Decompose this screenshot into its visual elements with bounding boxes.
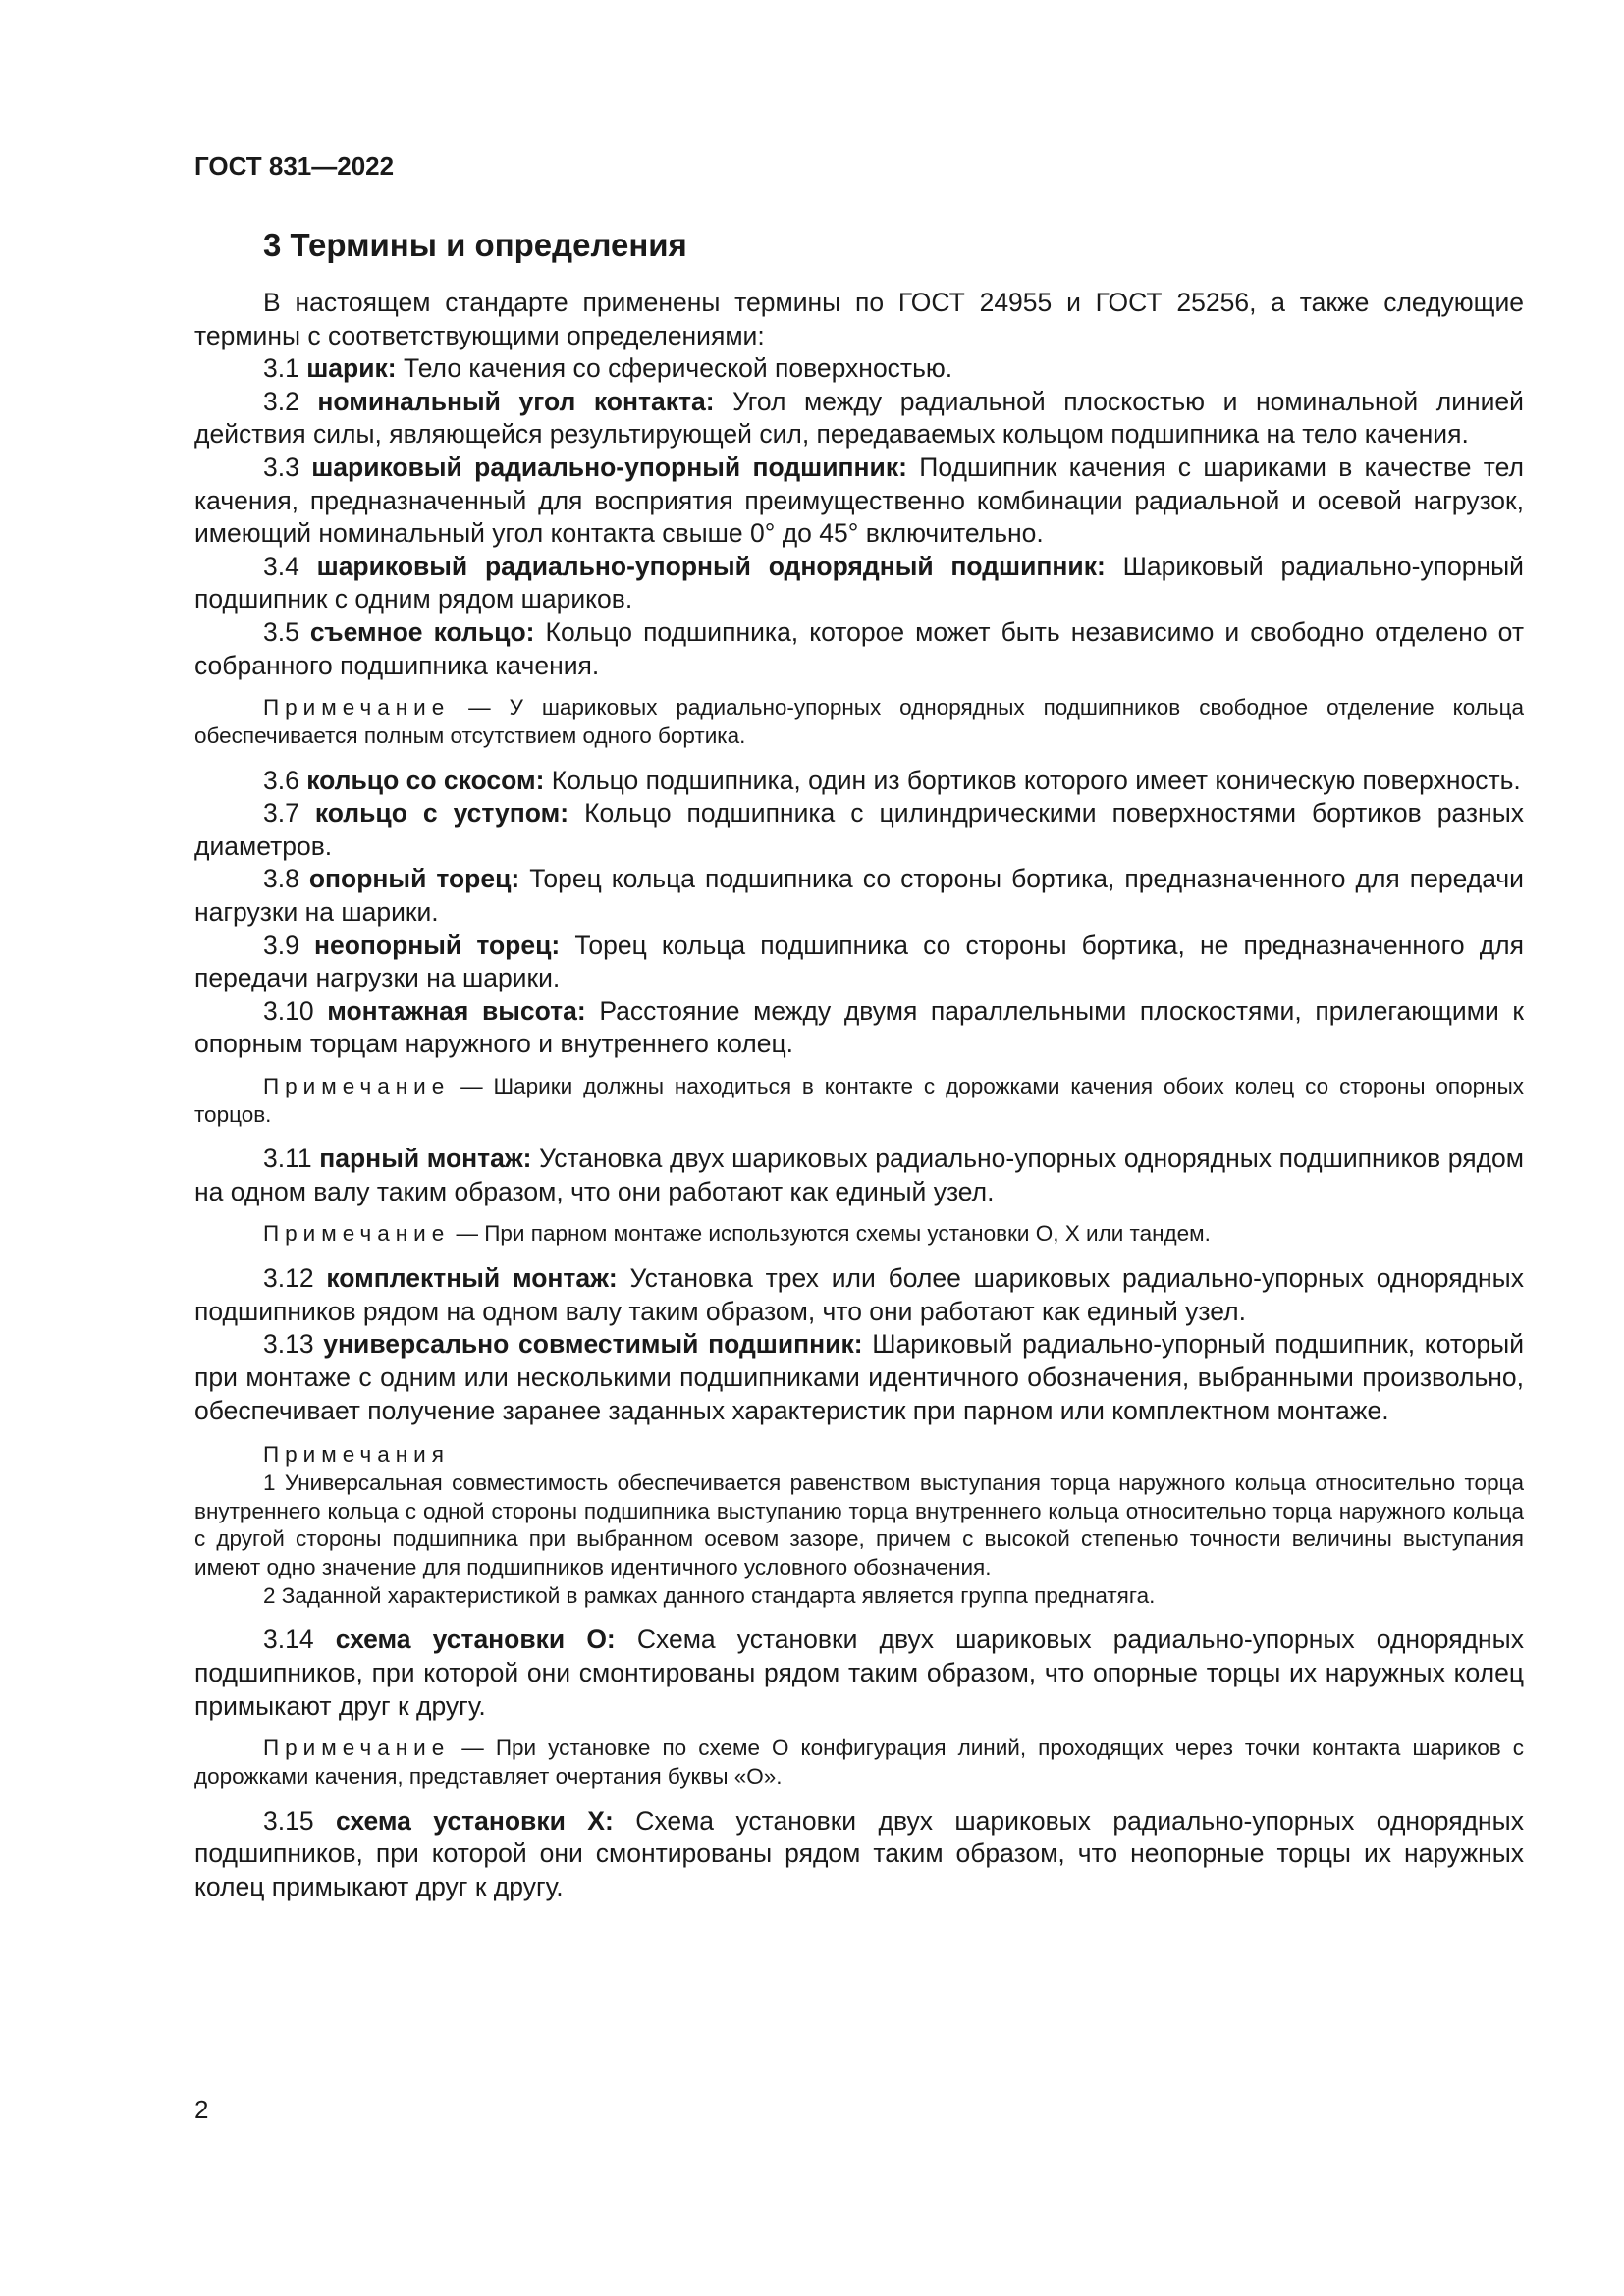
note-3-5: Примечание — У шариковых радиально-упорных однорядных подшипников свободное отделение кольца обеспечивается полным отсутствием одного бортика. [194,695,1524,748]
section-title: 3 Термины и определения [263,227,687,263]
term-3-9: 3.9 неопорный торец: Торец кольца подшипника со стороны бортика, не предназначенного для передачи нагрузки на шарики. [194,930,1524,993]
term-3-4: 3.4 шариковый радиально-упорный однорядный подшипник: Шариковый радиально-упорный подшипник с одним рядом шариков. [194,551,1524,614]
term-3-2: 3.2 номинальный угол контакта: Угол между радиальной плоскостью и номинальной линией действия силы, являющейся результирующей сил, передаваемых кольцом подшипника на тело качения. [194,386,1524,450]
notes-heading: Примечания [263,1442,450,1468]
intro-paragraph: В настоящем стандарте применены термины по ГОСТ 24955 и ГОСТ 25256, а также следующие термины с соответствующими определениями: [194,288,1524,350]
page-number: 2 [194,2095,209,2124]
term-3-6: 3.6 кольцо со скосом: Кольцо подшипника, один из бортиков которого имеет коническую поверхность. [263,765,1521,795]
note-3-14: Примечание — При установке по схеме О конфигурация линий, проходящих через точки контакта шариков с дорожками качения, представляет очертания буквы «О». [194,1735,1524,1789]
term-3-3: 3.3 шариковый радиально-упорный подшипник: Подшипник качения с шариками в качестве тел качения, предназначенный для восприятия преимущественно комбинации радиальной и осевой нагрузок, имеющий номинальный угол контакта свыше 0° до 45° включительно. [194,452,1524,549]
note-3-11: Примечание — При парном монтаже используются схемы установки О, Х или тандем. [263,1221,1211,1247]
term-3-1: 3.1 шарик: Тело качения со сферической поверхностью. [263,353,953,384]
notes-3-13 [194,1441,1524,1610]
term-3-12: 3.12 комплектный монтаж: Установка трех или более шариковых радиально-упорных однорядных подшипников рядом на одном валу таким образом, что они работают как единый узел. [194,1263,1524,1326]
term-3-14: 3.14 схема установки О: Схема установки двух шариковых радиально-упорных однорядных подшипников, при которой они смонтированы рядом таким образом, что опорные торцы их наружных колец примыкают друг к другу. [194,1625,1524,1721]
note-3-10: Примечание — Шарики должны находиться в контакте с дорожками качения обоих колец со стороны опорных торцов. [194,1073,1524,1127]
term-3-10: 3.10 монтажная высота: Расстояние между двумя параллельными плоскостями, прилегающими к опорным торцам наружного и внутреннего колец. [194,995,1524,1059]
note-3-13-item-2: 2 Заданной характеристикой в рамках данного стандарта является группа преднатяга. [263,1582,1156,1608]
term-3-15: 3.15 схема установки Х: Схема установки двух шариковых радиально-упорных однорядных подшипников, при которой они смонтированы рядом таким образом, что неопорные торцы их наружных колец примыкают друг к другу. [194,1805,1524,1901]
term-3-13: 3.13 универсально совместимый подшипник: Шариковый радиально-упорный подшипник, который при монтаже с одним или несколькими подшипниками идентичного обозначения, выбранными произвольно, обеспечивает получение заранее заданных характеристик при парном или комплектном монтаже. [194,1329,1525,1425]
document-body [194,287,1524,1903]
term-3-11: 3.11 парный монтаж: Установка двух шариковых радиально-упорных однорядных подшипников рядом на одном валу таким образом, что они работают как единый узел. [194,1144,1524,1206]
term-3-8: 3.8 опорный торец: Торец кольца подшипника со стороны бортика, предназначенного для передачи нагрузки на шарики. [194,864,1524,927]
term-3-7: 3.7 кольцо с уступом: Кольцо подшипника с цилиндрическими поверхностями бортиков разных диаметров. [194,798,1524,861]
note-3-13-item-1: 1 Универсальная совместимость обеспечивается равенством выступания торца наружного кольца относительно торца внутреннего кольца с одной стороны подшипника выступанию торца внутреннего кольца относительно торца наружного кольца с другой стороны подшипника при выбранном осевом зазоре, причем с высокой степенью точности величины выступания имеют одно значение для подшипников идентичного условного обозначения. [194,1469,1524,1579]
document-code: ГОСТ 831—2022 [194,151,395,181]
term-3-5: 3.5 съемное кольцо: Кольцо подшипника, которое может быть независимо и свободно отделено от собранного подшипника качения. [194,616,1524,680]
